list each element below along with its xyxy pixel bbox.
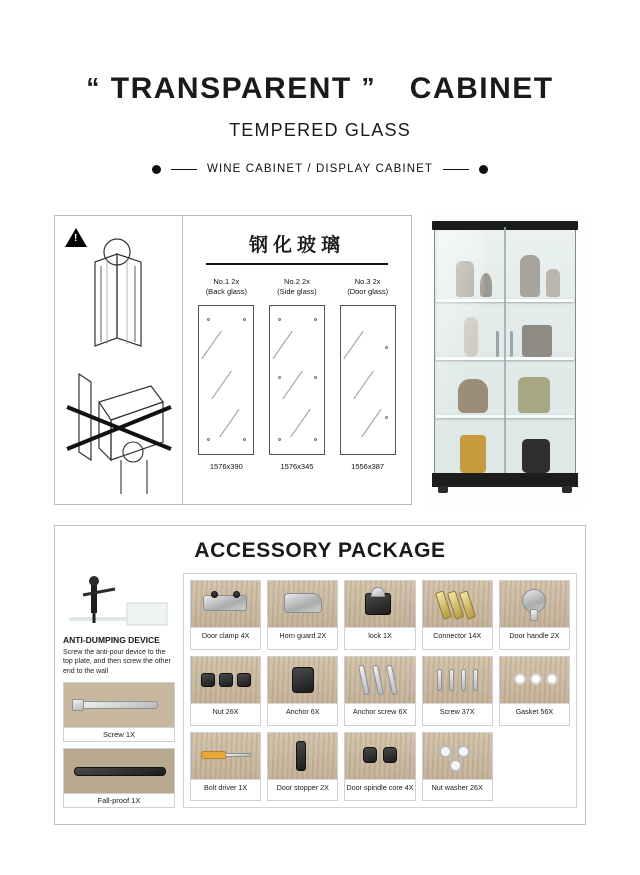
connector-icon xyxy=(423,581,492,627)
glass-item-dimension: 1576x345 xyxy=(280,462,314,472)
title-tail: CABINET xyxy=(409,72,554,105)
bullet-dot-right-icon xyxy=(479,165,488,174)
accessory-qty: 1X xyxy=(238,782,248,792)
cabinet-illustration xyxy=(434,221,576,493)
accessory-caption xyxy=(268,627,337,643)
anti-dumping-illustration xyxy=(63,573,175,631)
anchor-icon xyxy=(268,657,337,703)
bolt-driver-icon xyxy=(191,733,260,779)
accessory-cell-empty xyxy=(499,732,570,802)
accessory-cell xyxy=(190,732,261,802)
accessory-qty: 6X xyxy=(310,706,320,716)
accessory-label: Fall-proof xyxy=(97,796,130,806)
decor-pot xyxy=(518,377,550,413)
accessory-label: Gasket xyxy=(515,706,539,716)
accessory-qty: 26X xyxy=(225,706,239,716)
glass-item xyxy=(193,277,259,471)
tagline-text: WINE CABINET / DISPLAY CABINET xyxy=(207,163,433,175)
handling-ok-illustration xyxy=(55,216,182,356)
nut-icon xyxy=(191,657,260,703)
glass-item-desc: (Door glass) xyxy=(347,287,389,297)
accessory-card-screw xyxy=(63,682,175,742)
accessory-caption xyxy=(191,627,260,643)
glass-spec-panel xyxy=(54,215,412,505)
glass-item-desc: (Side glass) xyxy=(277,287,317,297)
accessory-cell xyxy=(190,656,261,726)
accessory-label: Door handle xyxy=(509,631,549,640)
decor-bicycle xyxy=(522,325,552,357)
accessory-card-caption xyxy=(64,793,174,807)
accessory-cell xyxy=(499,656,570,726)
glass-item xyxy=(264,277,330,471)
decor-figure xyxy=(480,273,492,297)
cabinet-door-handle xyxy=(496,331,499,357)
accessory-qty: 1X xyxy=(125,730,136,740)
accessory-caption xyxy=(500,703,569,719)
cabinet-photo xyxy=(424,215,586,505)
rule-left xyxy=(171,169,197,170)
title-quote-close: ” xyxy=(361,72,377,102)
cabinet-door-handle xyxy=(510,331,513,357)
glass-item-no: No.3 2x xyxy=(354,277,381,286)
decor-vase xyxy=(520,255,540,297)
glass-item-shape xyxy=(269,305,325,455)
accessory-label: Door clamp xyxy=(201,631,239,640)
top-section xyxy=(54,215,586,505)
accessory-label: Nut washer xyxy=(431,782,468,792)
accessory-label: Anchor xyxy=(286,706,309,716)
decor-eagle xyxy=(460,435,486,473)
accessory-cell xyxy=(422,580,493,650)
accessory-card-fallproof xyxy=(63,748,175,808)
anti-dumping-title: ANTI-DUMPING DEVICE xyxy=(63,635,160,645)
accessory-cell xyxy=(344,732,415,802)
warning-triangle-icon xyxy=(65,228,87,247)
door-clamp-icon xyxy=(191,581,260,627)
screw-icon xyxy=(423,657,492,703)
accessory-qty: 2X xyxy=(550,631,560,640)
accessory-qty: 56X xyxy=(540,706,554,716)
glass-item-dimension: 1556x387 xyxy=(351,462,385,472)
accessory-qty: 2X xyxy=(320,782,329,792)
handling-warning-column xyxy=(55,216,183,504)
accessory-qty: 1X xyxy=(382,631,392,640)
accessory-cell xyxy=(267,580,338,650)
accessory-card-caption xyxy=(64,727,174,741)
accessory-cell xyxy=(344,656,415,726)
accessory-qty: 4X xyxy=(404,782,414,792)
tagline-row xyxy=(0,163,640,175)
accessory-caption xyxy=(500,627,569,643)
glass-item xyxy=(335,277,401,471)
accessory-caption xyxy=(191,779,260,795)
lock-icon xyxy=(345,581,414,627)
decor-vase xyxy=(546,269,560,297)
title-quote-open: “ xyxy=(86,72,101,102)
cabinet-mullion xyxy=(504,227,506,487)
page-title xyxy=(0,72,640,106)
glass-item-no: No.1 2x xyxy=(213,277,240,286)
horn-guard-icon xyxy=(268,581,337,627)
accessory-cell xyxy=(267,656,338,726)
glass-spec-title-cn: 钢化玻璃 xyxy=(248,234,345,256)
accessory-label: Door stopper xyxy=(276,782,319,792)
bullet-dot-left-icon xyxy=(152,165,161,174)
glass-items xyxy=(183,265,411,471)
accessory-label: Screw xyxy=(439,706,460,716)
accessory-caption xyxy=(423,779,492,795)
accessory-caption xyxy=(268,703,337,719)
handling-forbidden-illustration xyxy=(55,356,182,504)
rule-right xyxy=(443,169,469,170)
accessory-cell xyxy=(422,656,493,726)
accessory-label: Bolt driver xyxy=(204,782,237,792)
door-handle-icon xyxy=(500,581,569,627)
glass-item-shape xyxy=(198,305,254,455)
page-subtitle: TEMPERED GLASS xyxy=(229,120,411,140)
door-spindle-core-icon xyxy=(345,733,414,779)
accessory-caption xyxy=(191,703,260,719)
accessory-label: Connector xyxy=(433,631,467,640)
accessory-qty: 2X xyxy=(317,631,327,640)
accessory-label: Horn guard xyxy=(279,631,316,640)
accessory-grid xyxy=(183,573,577,808)
accessory-qty: 37X xyxy=(461,706,475,716)
accessory-cell xyxy=(422,732,493,802)
accessory-label: Anchor screw xyxy=(352,706,397,716)
anti-dumping-text: Screw the anti-pour device to the top plate, and then screw the other end to the wall xyxy=(63,649,171,675)
accessory-qty: 1X xyxy=(131,796,141,806)
glass-item-no: No.2 2x xyxy=(284,277,310,286)
decor-statue xyxy=(522,439,550,473)
accessory-caption xyxy=(268,779,337,795)
fall-proof-strap-icon xyxy=(64,749,174,793)
accessory-caption xyxy=(345,627,414,643)
anti-dumping-column xyxy=(63,573,175,808)
accessory-body xyxy=(55,573,585,816)
accessory-qty: 14X xyxy=(468,631,482,640)
door-stopper-icon xyxy=(268,733,337,779)
screw-icon xyxy=(64,683,174,727)
accessory-label: Door spindle core xyxy=(346,782,403,792)
accessory-cell xyxy=(190,580,261,650)
anchor-screw-icon xyxy=(345,657,414,703)
accessory-caption xyxy=(423,627,492,643)
accessory-label: Nut xyxy=(212,706,224,716)
accessory-cell xyxy=(267,732,338,802)
glass-item-dimension: 1576x390 xyxy=(209,462,243,472)
anti-dumping-device-icon xyxy=(63,573,175,631)
accessory-qty: 6X xyxy=(398,706,408,716)
accessory-package-title: ACCESSORY PACKAGE xyxy=(194,539,446,562)
accessory-cell xyxy=(344,580,415,650)
accessory-caption xyxy=(423,703,492,719)
accessory-cell xyxy=(499,580,570,650)
accessory-caption xyxy=(345,703,414,719)
cabinet-base xyxy=(432,473,578,487)
glass-item-shape xyxy=(340,305,396,455)
gasket-icon xyxy=(500,657,569,703)
cabinet-foot xyxy=(438,486,448,493)
glass-spec-column xyxy=(183,216,411,504)
accessory-label: Screw xyxy=(102,730,124,740)
decor-vase xyxy=(456,261,474,297)
accessory-caption xyxy=(345,779,414,795)
accessory-qty: 4X xyxy=(240,631,250,640)
nut-washer-icon xyxy=(423,733,492,779)
glass-item-desc: (Back glass) xyxy=(205,287,247,297)
decor-figure xyxy=(464,317,478,357)
decor-pot xyxy=(458,379,488,413)
accessory-qty: 26X xyxy=(469,782,483,792)
accessory-label: lock xyxy=(368,631,381,640)
title-main: TRANSPARENT xyxy=(110,72,352,105)
accessory-package-section xyxy=(54,525,586,825)
cabinet-foot xyxy=(562,486,572,493)
